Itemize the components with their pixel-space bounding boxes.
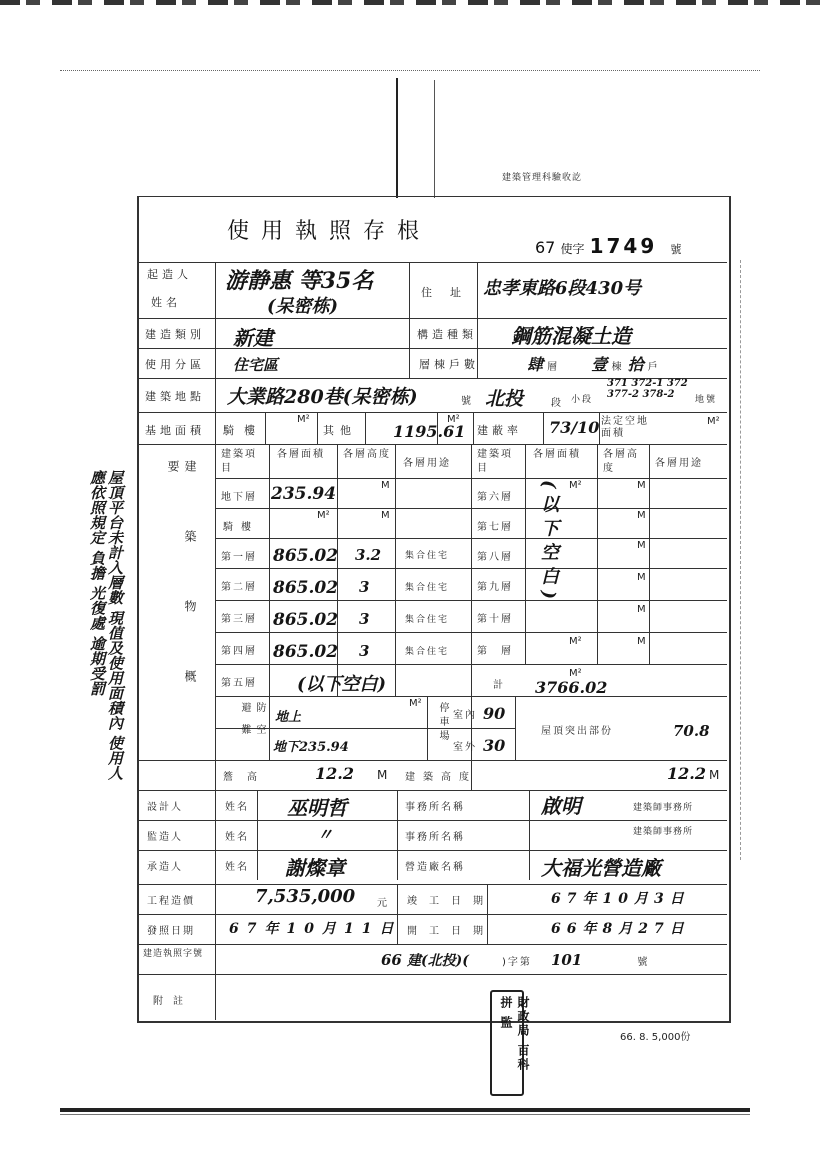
- f10-label: 第十層: [477, 614, 513, 625]
- margin-note: 屋頂平台未計入層數 現值及使用面積內 使用人應依照規定 負擔 光復處 逾期受罰: [88, 470, 124, 781]
- roof-label: 屋頂突出部份: [541, 726, 613, 737]
- f1-label: 第一層: [221, 552, 257, 563]
- building-height-m: M: [709, 768, 720, 782]
- builder-label: 起造人: [147, 268, 192, 281]
- parking-label: 停車場: [437, 702, 448, 744]
- f9-label: 第九層: [477, 582, 513, 593]
- other-label: 其他: [323, 424, 357, 437]
- vrule: [317, 412, 318, 444]
- buildings-unit: 棟: [611, 362, 624, 373]
- rule: [137, 944, 727, 945]
- vrule: [529, 790, 530, 880]
- permit-no-label: 建造執照字號: [143, 949, 204, 959]
- f1-area: 865.02: [273, 546, 339, 566]
- builder-note: (呆密栋): [267, 296, 339, 317]
- contractor-name-label: 姓名: [225, 862, 249, 873]
- fold-strip: [396, 78, 398, 198]
- complete-label: 竣工日期: [407, 896, 495, 907]
- rule: [137, 444, 727, 445]
- upper-note: (以下空白): [538, 480, 559, 606]
- contractor-label: 承造人: [147, 862, 183, 873]
- arcade-row-label: 騎樓: [223, 522, 259, 533]
- structure-label: 構造種類: [417, 328, 477, 341]
- total-m2: M²: [569, 668, 582, 679]
- site-hao: 號: [461, 396, 473, 407]
- open-space-label: 法定空地面積: [601, 416, 649, 439]
- permit-no-num: 101: [550, 951, 583, 969]
- vrule: [365, 412, 366, 444]
- contractor-firm-value: 大福光營造廠: [541, 856, 661, 880]
- area-header: 各層面積: [277, 449, 325, 460]
- rule: [137, 318, 727, 319]
- f5-note: (以下空白): [297, 674, 387, 695]
- approval-stamp: 建築管理科驗收訖: [502, 173, 583, 183]
- supervisor-firm-label: 事務所名稱: [405, 832, 465, 843]
- begin-date-label: 開工日期: [407, 926, 495, 937]
- supervisor-label: 監造人: [147, 832, 183, 843]
- vrule: [397, 790, 398, 880]
- item-header: 建築項目: [221, 449, 257, 474]
- site-road: 大業路280巷(呆密栋): [227, 386, 418, 408]
- parking-outdoor: 30: [483, 736, 506, 755]
- number-prefix: 67: [535, 238, 556, 257]
- eave-height-m: M: [377, 768, 388, 782]
- use-header-2: 各層用途: [655, 458, 703, 469]
- coverage-value: 73/10: [549, 418, 600, 437]
- f1-height: 3.2: [355, 546, 382, 564]
- address-label: 住址: [421, 286, 479, 299]
- basement-area: 235.94: [271, 484, 337, 504]
- item-header-2: 建築項目: [477, 449, 513, 474]
- floors-units-label: 層棟戶數: [419, 358, 479, 371]
- site-section-unit: 段: [551, 398, 563, 409]
- vrule: [515, 696, 516, 760]
- building-height-value: 12.2: [667, 764, 706, 783]
- total-label: 計: [493, 680, 505, 691]
- cost-unit: 元: [377, 898, 389, 909]
- f6-label: 第六層: [477, 492, 513, 503]
- f2-area: 865.02: [273, 578, 339, 598]
- air-below: 地下235.94: [273, 740, 349, 755]
- vrule: [269, 444, 270, 760]
- fold-strip-2: [434, 80, 435, 198]
- arcade-unit: M²: [297, 414, 310, 425]
- floors-unit: 層: [547, 362, 560, 373]
- designer-label: 設計人: [147, 802, 183, 813]
- vrule: [427, 696, 428, 760]
- rule: [137, 262, 727, 263]
- air-above-m2: M²: [409, 698, 422, 709]
- units-unit: 戶: [647, 362, 660, 373]
- right-edge-marks: [740, 260, 771, 860]
- rule: [137, 850, 727, 851]
- vrule: [473, 412, 474, 444]
- number-suffix: 號: [670, 243, 682, 256]
- zone-value: 住宅區: [233, 356, 279, 374]
- cost-label: 工程造價: [147, 896, 195, 907]
- total-area: 3766.02: [535, 678, 608, 697]
- supervisor-arch-firm: 建築師事務所: [633, 827, 694, 837]
- f4-label: 第四層: [221, 646, 257, 657]
- f1-use: 集合住宅: [405, 551, 450, 561]
- supervisor-name-label: 姓名: [225, 832, 249, 843]
- arcade-label: 騎樓: [223, 424, 265, 437]
- designer-value: 巫明哲: [287, 796, 347, 820]
- arcade-row-m2: M²: [317, 510, 330, 521]
- f3-use: 集合住宅: [405, 615, 450, 625]
- rule: [137, 820, 727, 821]
- f3-height: 3: [359, 610, 370, 628]
- f2-label: 第二層: [221, 582, 257, 593]
- site-label: 建築地點: [145, 390, 205, 403]
- f5-label: 第五層: [221, 678, 257, 689]
- begin-date-value: 66年8月27日: [551, 921, 690, 937]
- address-value: 忠孝東路6段430号: [483, 278, 642, 299]
- rule: [137, 974, 727, 975]
- scan-bottom-edge-2: [60, 1114, 750, 1115]
- fn-m: M: [637, 636, 646, 647]
- fn-m2: M²: [569, 636, 582, 647]
- remarks-label: 附註: [153, 996, 193, 1007]
- rule: [137, 914, 727, 915]
- name-label: 姓名: [151, 296, 181, 309]
- fn-label: 第 層: [477, 646, 513, 657]
- permit-no-value: [381, 950, 649, 970]
- air-above: 地上: [275, 710, 302, 725]
- bottom-stamp: [490, 990, 530, 1096]
- vrule: [525, 444, 526, 664]
- f9-m: M: [637, 572, 646, 583]
- roof-value: 70.8: [673, 722, 710, 740]
- site-small-section: 小段: [571, 395, 594, 405]
- issue-date-label: 發照日期: [147, 926, 195, 937]
- contractor-value: 謝燦章: [285, 856, 345, 880]
- f4-area: 865.02: [273, 642, 339, 662]
- use-header: 各層用途: [403, 458, 451, 469]
- permit-no-suffix: 號: [637, 957, 650, 968]
- bottom-stamp-text: 財政局 百科 拼 監: [499, 996, 530, 1073]
- scan-top-line: [60, 70, 760, 72]
- builder-value: 游静惠 等35名: [225, 268, 374, 294]
- parking-indoor: 90: [483, 704, 506, 723]
- designer-firm-label: 事務所名稱: [405, 802, 465, 813]
- f4-height: 3: [359, 642, 370, 660]
- vrule: [543, 412, 544, 444]
- vrule: [395, 444, 396, 696]
- coverage-label: 建蔽率: [477, 424, 522, 437]
- rule: [137, 760, 727, 761]
- eave-height-value: 12.2: [315, 764, 354, 783]
- rule: [137, 790, 727, 791]
- f4-use: 集合住宅: [405, 647, 450, 657]
- f7-label: 第七層: [477, 522, 513, 533]
- f3-label: 第三層: [221, 614, 257, 625]
- open-space-unit: M²: [707, 416, 720, 427]
- units-value: 拾: [627, 355, 644, 374]
- buildings-value: 壹: [591, 355, 608, 374]
- f3-area: 865.02: [273, 610, 339, 630]
- vrule: [597, 444, 598, 664]
- rule: [137, 884, 727, 885]
- permit-no-mid: 建(北投)(: [406, 953, 469, 969]
- site-section: 北投: [485, 388, 524, 410]
- permit-number: [535, 234, 681, 258]
- scan-top-edge: [0, 0, 832, 5]
- zone-label: 使用分區: [145, 358, 205, 371]
- height-header-2: 各層高度: [603, 449, 639, 474]
- outdoor-label: 室外: [453, 742, 477, 753]
- number-char: 字: [572, 242, 585, 256]
- vrule: [409, 262, 410, 378]
- vrule: [265, 412, 266, 444]
- other-area-value: 1195.61: [393, 422, 466, 441]
- f2-use: 集合住宅: [405, 583, 450, 593]
- permit-no-year: 66: [381, 951, 402, 969]
- site-lots: 371 372-1 372 377-2 378-2: [607, 378, 688, 400]
- floors-value: 肆: [527, 355, 544, 374]
- rule: [137, 348, 727, 349]
- air-raid-label: 防空避難: [239, 702, 265, 746]
- build-type-value: 新建: [233, 326, 273, 350]
- basement-m: M: [381, 480, 390, 491]
- designer-arch-firm: 建築師事務所: [633, 803, 694, 813]
- number-mid: 使: [560, 242, 573, 256]
- height-header: 各層高度: [343, 449, 391, 460]
- print-note: 66. 8. 5,000份: [620, 1032, 691, 1043]
- vrule: [257, 790, 258, 880]
- supervisor-value: 〃: [317, 825, 334, 844]
- vrule: [649, 444, 650, 664]
- structure-value: 鋼筋混凝土造: [511, 324, 631, 348]
- f7-m: M: [637, 510, 646, 521]
- scan-bottom-edge: [60, 1108, 750, 1112]
- basement-label: 地下層: [221, 492, 257, 503]
- complete-value: 67年10月3日: [551, 891, 690, 907]
- f8-label: 第八層: [477, 552, 513, 563]
- cost-value: 7,535,000: [255, 886, 356, 907]
- f6-m2: M²: [569, 480, 582, 491]
- indoor-label: 室內: [453, 710, 477, 721]
- vrule: [215, 262, 216, 1020]
- f6-m: M: [637, 480, 646, 491]
- f2-height: 3: [359, 578, 370, 596]
- permit-no-char: )字第: [501, 957, 532, 968]
- f8-m: M: [637, 540, 646, 551]
- area-header-2: 各層面積: [533, 449, 581, 460]
- eave-height-label: 簷高: [223, 772, 271, 783]
- floors-units-value: [527, 352, 660, 375]
- base-area-label: 基地面積: [145, 424, 205, 437]
- form-title: 使用執照存根: [227, 219, 432, 244]
- other-unit: M²: [447, 414, 460, 425]
- number-value: 1749: [589, 234, 658, 258]
- arcade-row-m: M: [381, 510, 390, 521]
- f10-m: M: [637, 604, 646, 615]
- building-height-label: 建築高度: [405, 772, 477, 783]
- issue-date-value: 67年10月11日: [229, 921, 402, 937]
- site-lot-label: 地號: [695, 395, 718, 405]
- designer-firm-value: 啟明: [541, 794, 581, 818]
- building-items-label: 建築物概要: [166, 460, 197, 740]
- contractor-firm-label: 營造廠名稱: [405, 862, 465, 873]
- permit-form: [137, 196, 729, 1022]
- rule: [137, 412, 727, 413]
- build-type-label: 建造類別: [145, 328, 205, 341]
- designer-name-label: 姓名: [225, 802, 249, 813]
